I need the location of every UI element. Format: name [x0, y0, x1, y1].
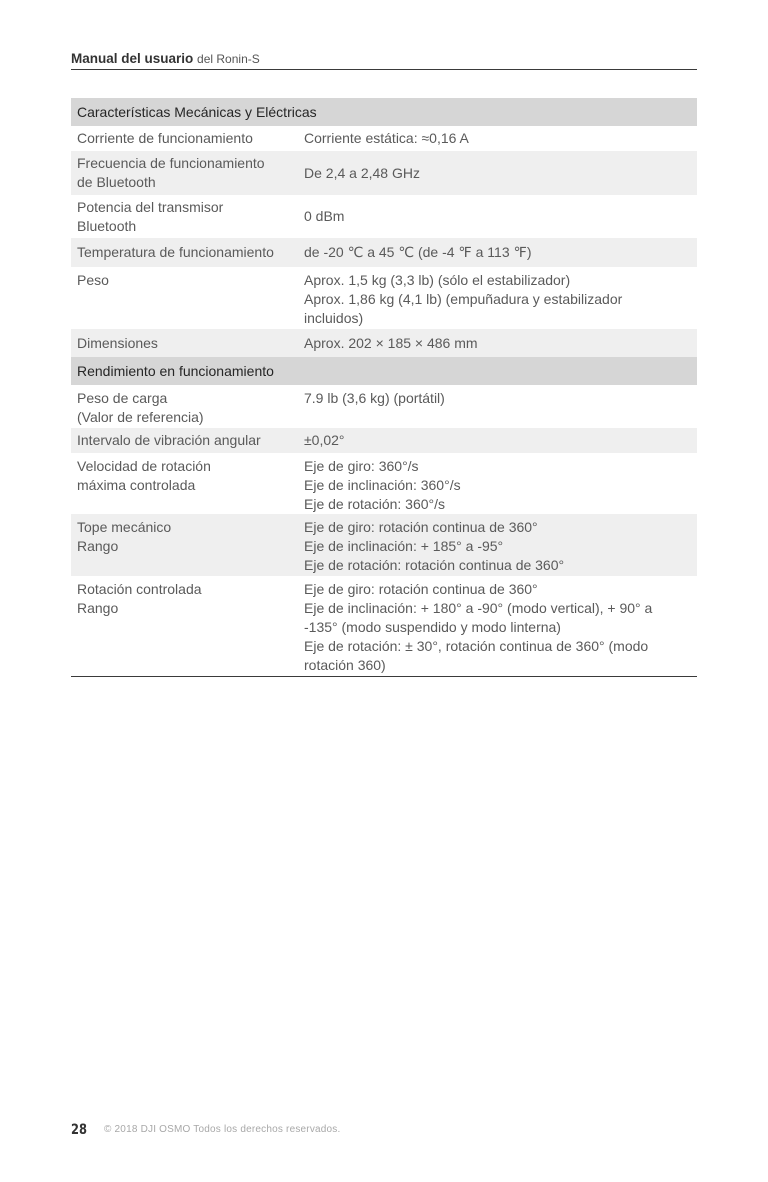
spec-label-line: Rotación controlada	[77, 581, 202, 597]
spec-value-line: Eje de rotación: ± 30°, rotación continua de 360° (modo	[304, 638, 649, 654]
spec-label-line: Rango	[77, 600, 119, 616]
section-header-mechanical: Características Mecánicas y Eléctricas	[71, 98, 697, 126]
spec-row-bluetooth-power	[71, 195, 697, 238]
spec-value-line: ±0,02°	[304, 432, 345, 448]
copyright-notice: © 2018 DJI OSMO Todos los derechos reservados.	[104, 1124, 341, 1135]
spec-value-line: de -20 ℃ a 45 ℃ (de -4 ℉ a 113 ℉)	[304, 244, 532, 260]
spec-row-mechanical-range	[71, 514, 697, 576]
spec-label-line: Intervalo de vibración angular	[77, 432, 261, 448]
page-number: 28	[71, 1122, 87, 1138]
spec-label	[71, 198, 298, 236]
spec-value	[298, 431, 697, 450]
spec-row-operating-current	[71, 126, 697, 151]
spec-row-bluetooth-frequency	[71, 151, 697, 195]
spec-value-line: 0 dBm	[304, 208, 345, 224]
spec-row-operating-temperature	[71, 238, 697, 267]
section-header-performance: Rendimiento en funcionamiento	[71, 357, 697, 385]
page-footer	[71, 1121, 671, 1139]
spec-value-line: Eje de inclinación: + 180° a -90° (modo vertical), + 90° a	[304, 600, 653, 616]
spec-label	[71, 518, 298, 556]
spec-row-max-rotation-speed	[71, 453, 697, 514]
spec-row-dimensions	[71, 329, 697, 357]
spec-value-line: De 2,4 a 2,48 GHz	[304, 164, 420, 181]
spec-value-line: incluidos)	[304, 310, 364, 326]
specifications-table	[71, 98, 697, 677]
spec-value-line: Eje de giro: rotación continua de 360°	[304, 519, 538, 535]
spec-value	[298, 164, 697, 183]
spec-label-line: Potencia del transmisor	[77, 198, 224, 215]
spec-value-line: Eje de inclinación: + 185° a -95°	[304, 538, 504, 554]
spec-label-line: Peso de carga	[77, 390, 168, 406]
spec-value	[298, 389, 697, 408]
spec-label-line: Velocidad de rotación	[77, 458, 211, 474]
spec-value-line: Eje de rotación: 360°/s	[304, 496, 446, 512]
spec-label-line: (Valor de referencia)	[77, 409, 204, 425]
spec-value-line: Corriente estática: ≈0,16 A	[304, 130, 469, 146]
manual-title	[71, 50, 260, 68]
spec-row-angular-vibration	[71, 428, 697, 453]
spec-label-line: de Bluetooth	[77, 174, 156, 190]
spec-value-line: Aprox. 1,86 kg (4,1 lb) (empuñadura y estabilizador	[304, 291, 623, 307]
spec-value	[298, 207, 697, 226]
spec-row-payload	[71, 385, 697, 428]
spec-label-line: Temperatura de funcionamiento	[77, 244, 274, 260]
spec-value-line: Eje de giro: rotación continua de 360°	[304, 581, 538, 597]
spec-value-line: Aprox. 202 × 185 × 486 mm	[304, 334, 478, 351]
spec-value	[298, 457, 697, 514]
spec-label-line: Rango	[77, 538, 119, 554]
spec-label-line: Dimensiones	[77, 334, 158, 351]
spec-value	[298, 129, 697, 148]
spec-label	[71, 243, 298, 262]
spec-label-line: máxima controlada	[77, 477, 196, 493]
spec-value	[298, 518, 697, 575]
spec-label-line: Corriente de funcionamiento	[77, 130, 253, 146]
page-header	[71, 50, 697, 70]
spec-value	[298, 334, 697, 353]
spec-value	[298, 580, 697, 675]
spec-value	[298, 271, 697, 328]
spec-label	[71, 154, 298, 192]
spec-value-line: Eje de giro: 360°/s	[304, 458, 419, 474]
spec-label-line: Bluetooth	[77, 217, 137, 234]
spec-label-line: Frecuencia de funcionamiento	[77, 155, 265, 171]
spec-label	[71, 580, 298, 618]
spec-value-line: Eje de rotación: rotación continua de 360°	[304, 557, 565, 573]
spec-row-controlled-rotation-range	[71, 576, 697, 676]
spec-label-line: Tope mecánico	[77, 519, 172, 535]
spec-label-line: Peso	[77, 272, 109, 288]
spec-value-line: 7.9 lb (3,6 kg) (portátil)	[304, 390, 445, 406]
manual-title-strong: Manual del usuario	[71, 51, 194, 66]
spec-label	[71, 129, 298, 148]
spec-value-line: Aprox. 1,5 kg (3,3 lb) (sólo el estabilizador)	[304, 272, 571, 288]
spec-label	[71, 389, 298, 427]
spec-value-line: rotación 360)	[304, 657, 386, 673]
spec-value-line: -135° (modo suspendido y modo linterna)	[304, 619, 561, 635]
manual-title-product: del Ronin-S	[197, 52, 260, 66]
spec-label	[71, 431, 298, 450]
spec-label	[71, 457, 298, 495]
spec-label	[71, 271, 298, 290]
spec-label	[71, 334, 298, 353]
spec-value-line: Eje de inclinación: 360°/s	[304, 477, 461, 493]
spec-value	[298, 243, 697, 262]
spec-row-weight	[71, 267, 697, 329]
